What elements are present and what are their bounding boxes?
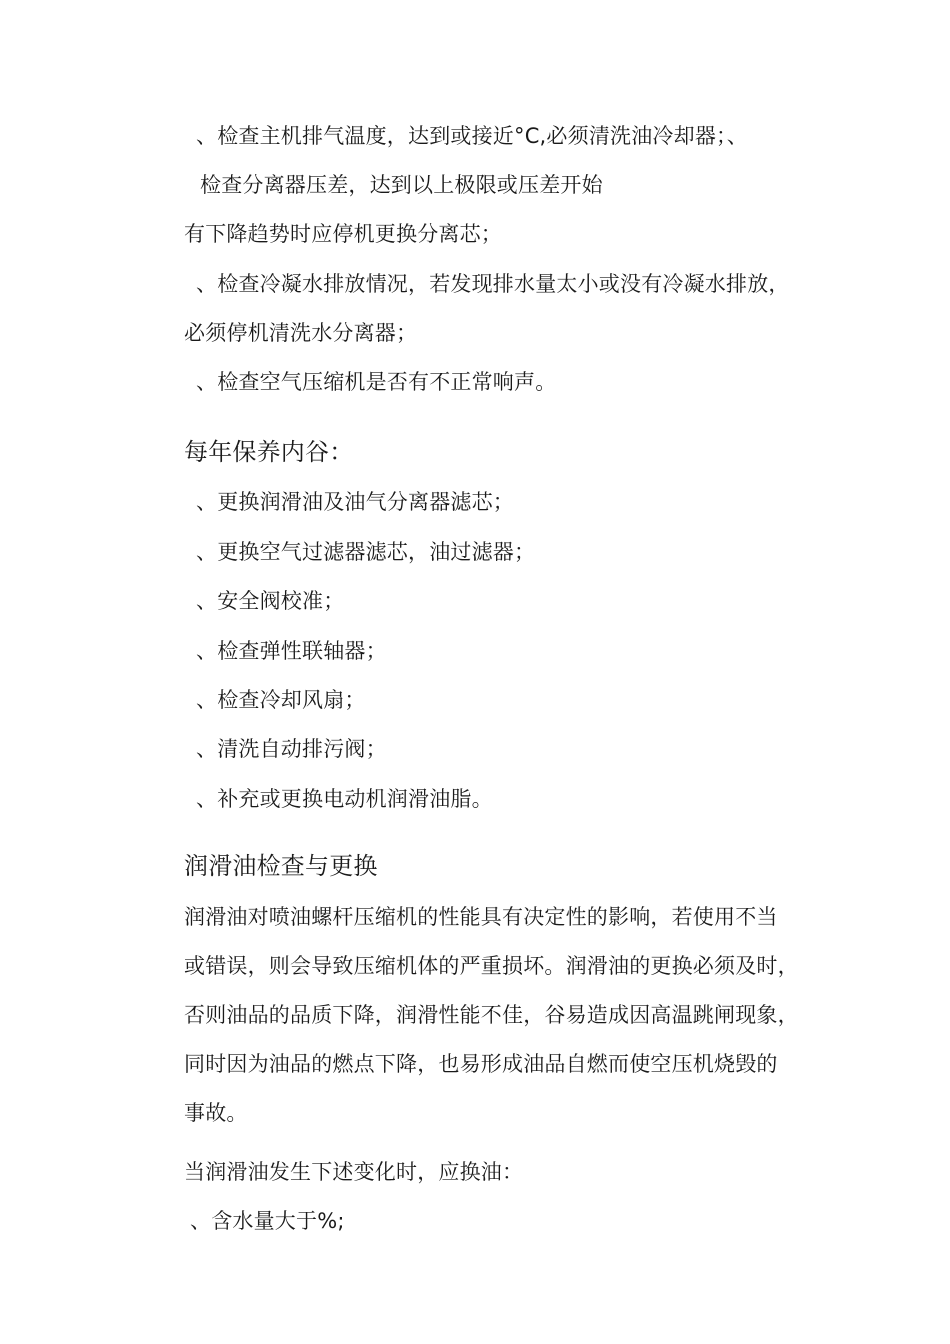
yearly-item-air-filter: 、更换空气过滤器滤芯，油过滤器； bbox=[196, 540, 536, 564]
yearly-item-oil-filter: 、更换润滑油及油气分离器滤芯； bbox=[196, 490, 514, 514]
yearly-item-safety-valve: 、安全阀校准； bbox=[196, 589, 345, 613]
text-line-check-exhaust-temp: 、检查主机排气温度，达到或接近°C,必须清洗油冷却器；、 bbox=[196, 124, 748, 148]
yearly-item-cooling-fan: 、检查冷却风扇； bbox=[196, 688, 366, 712]
text-line-clean-water-separator: 必须停机清洗水分离器； bbox=[184, 321, 418, 345]
text-line-check-condensate: 、检查冷凝水排放情况，若发现排水量太小或没有冷凝水排放， bbox=[196, 272, 790, 296]
yearly-item-drain-valve: 、清洗自动排污阀； bbox=[196, 737, 387, 761]
lubrication-paragraph-line: 润滑油对喷油螺杆压缩机的性能具有决定性的影响，若使用不当 bbox=[184, 905, 778, 929]
lubrication-paragraph-line: 否则油品的品质下降，润滑性能不佳，谷易造成因高温跳闸现象， bbox=[184, 1003, 799, 1027]
lubrication-paragraph-line: 或错误，则会导致压缩机体的严重损坏。润滑油的更换必须及时， bbox=[184, 954, 799, 978]
text-line-check-noise: 、检查空气压缩机是否有不正常响声。 bbox=[196, 370, 557, 394]
oil-change-intro: 当润滑油发生下述变化时，应换油： bbox=[184, 1160, 524, 1184]
yearly-maintenance-heading: 每年保养内谷： bbox=[184, 438, 354, 466]
lubrication-paragraph-line: 事故。 bbox=[184, 1101, 248, 1125]
text-line-check-separator: 检查分离器压差，达到以上极限或压差开始 bbox=[200, 173, 603, 197]
lubrication-heading: 润滑油检查与更换 bbox=[184, 852, 378, 880]
lubrication-paragraph-line: 同时因为油品的燃点下降，也易形成油品自燃而使空压机烧毁的 bbox=[184, 1052, 778, 1076]
text-line-replace-separator: 有下降趋势时应停机更换分离芯； bbox=[184, 222, 502, 246]
oil-change-item-water-content: 、含水量大于%; bbox=[190, 1209, 345, 1233]
yearly-item-motor-grease: 、补充或更换电动机润滑油脂。 bbox=[196, 787, 493, 811]
yearly-item-coupling: 、检查弹性联轴器； bbox=[196, 639, 387, 663]
